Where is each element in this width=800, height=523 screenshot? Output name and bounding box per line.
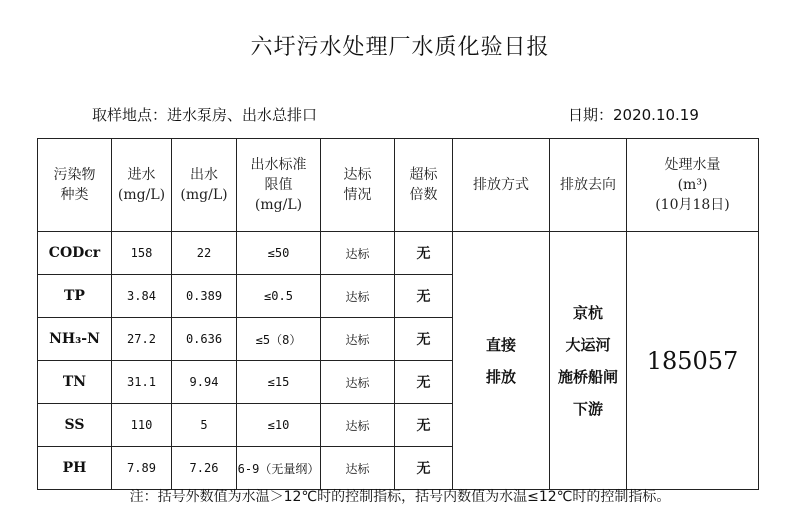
header-pollutant: 污染物 种类 (38, 139, 112, 232)
pollutant-cell: CODcr (38, 232, 112, 275)
standard-cell: ≤5（8） (237, 318, 321, 361)
discharge-destination-cell: 京杭 大运河 施桥船闸 下游 (550, 232, 627, 490)
header-volume: 处理水量 (m³) (10月18日) (627, 139, 759, 232)
compliance-cell: 达标 (321, 275, 395, 318)
standard-cell: ≤50 (237, 232, 321, 275)
inflow-cell: 27.2 (112, 318, 172, 361)
header-destination: 排放去向 (550, 139, 627, 232)
sampling-location: 取样地点：进水泵房、出水总排口 (92, 106, 318, 124)
compliance-cell: 达标 (321, 318, 395, 361)
inflow-cell: 3.84 (112, 275, 172, 318)
pollutant-cell: TP (38, 275, 112, 318)
report-date: 日期：2020.10.19 (568, 106, 699, 124)
standard-cell: ≤10 (237, 404, 321, 447)
inflow-cell: 110 (112, 404, 172, 447)
compliance-cell: 达标 (321, 361, 395, 404)
header-multiple: 超标 倍数 (395, 139, 453, 232)
header-inflow: 进水 (mg/L) (112, 139, 172, 232)
standard-cell: 6-9（无量纲） (237, 447, 321, 490)
water-quality-table (37, 138, 759, 490)
treated-volume-cell: 185057 (627, 232, 759, 490)
compliance-cell: 达标 (321, 404, 395, 447)
discharge-method-cell: 直接 排放 (453, 232, 550, 490)
outflow-cell: 9.94 (172, 361, 237, 404)
pollutant-cell: SS (38, 404, 112, 447)
multiple-cell: 无 (395, 275, 453, 318)
outflow-cell: 0.389 (172, 275, 237, 318)
inflow-cell: 7.89 (112, 447, 172, 490)
multiple-cell: 无 (395, 318, 453, 361)
compliance-cell: 达标 (321, 232, 395, 275)
inflow-cell: 31.1 (112, 361, 172, 404)
header-standard: 出水标准 限值 (mg/L) (237, 139, 321, 232)
multiple-cell: 无 (395, 232, 453, 275)
inflow-cell: 158 (112, 232, 172, 275)
table-row (38, 232, 759, 275)
standard-cell: ≤15 (237, 361, 321, 404)
compliance-cell: 达标 (321, 447, 395, 490)
footnote: 注：括号外数值为水温＞12℃时的控制指标，括号内数值为水温≤12℃时的控制指标。 (129, 489, 671, 505)
header-method: 排放方式 (453, 139, 550, 232)
pollutant-cell: NH₃-N (38, 318, 112, 361)
report-title: 六圩污水处理厂水质化验日报 (250, 35, 550, 60)
header-outflow: 出水 (mg/L) (172, 139, 237, 232)
outflow-cell: 5 (172, 404, 237, 447)
outflow-cell: 0.636 (172, 318, 237, 361)
multiple-cell: 无 (395, 447, 453, 490)
outflow-cell: 22 (172, 232, 237, 275)
pollutant-cell: TN (38, 361, 112, 404)
outflow-cell: 7.26 (172, 447, 237, 490)
multiple-cell: 无 (395, 361, 453, 404)
standard-cell: ≤0.5 (237, 275, 321, 318)
header-row (38, 139, 759, 232)
multiple-cell: 无 (395, 404, 453, 447)
header-compliance: 达标 情况 (321, 139, 395, 232)
pollutant-cell: PH (38, 447, 112, 490)
